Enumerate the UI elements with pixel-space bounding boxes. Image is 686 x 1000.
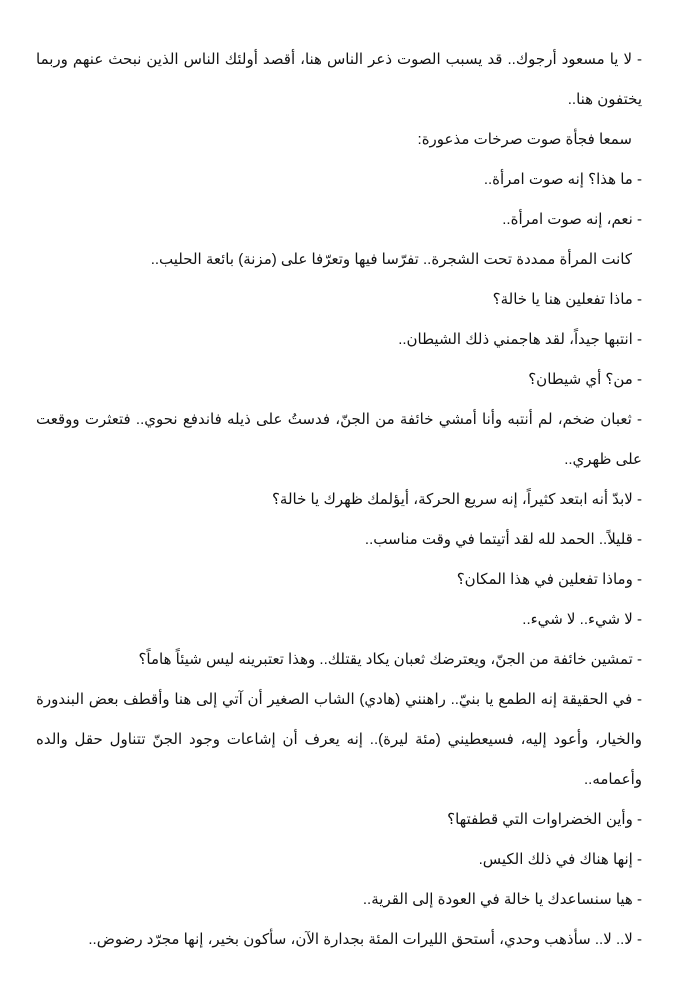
- paragraph: - نعم، إنه صوت امرأة..: [502, 211, 642, 228]
- paragraph: - لا شيء.. لا شيء..: [522, 611, 642, 628]
- paragraph: سمعا فجأة صوت صرخات مذعورة:: [417, 131, 632, 148]
- paragraph: - لابدّ أنه ابتعد كثيراً، إنه سريع الحركة، أيؤلمك ظهرك يا خالة؟: [271, 491, 642, 508]
- paragraph: - في الحقيقة إنه الطمع يا بنيّ.. راهنني (هادي) الشاب الصغير أن آتي إلى هنا وأقطف بعض البندورة والخيار، وأعود إليه، فسيعطيني (مئة ليرة).. إنه يعرف أن إشاعات وجود الجنّ تتناول حقل والده وأعمامه..: [36, 691, 642, 788]
- paragraph: - ثعبان ضخم، لم أنتبه وأنا أمشي خائفة من الجنّ، فدستُ على ذيله فاندفع نحوي.. فتعثرت ووقعت على ظهري..: [36, 411, 642, 468]
- paragraph: - ما هذا؟ إنه صوت امرأة..: [483, 171, 642, 188]
- paragraph: - من؟ أي شيطان؟: [528, 371, 642, 388]
- paragraph: - ماذا تفعلين هنا يا خالة؟: [492, 291, 642, 308]
- paragraph: - قليلاً.. الحمد لله لقد أتيتما في وقت مناسب..: [364, 531, 642, 548]
- paragraph: - لا يا مسعود أرجوك.. قد يسبب الصوت ذعر الناس هنا، أقصد أولئك الناس الذين نبحث عنهم وربما يختفون هنا..: [36, 51, 642, 108]
- paragraph: - انتبها جيداً، لقد هاجمني ذلك الشيطان..: [398, 331, 642, 348]
- paragraph: كانت المرأة ممددة تحت الشجرة.. تفرّسا فيها وتعرّفا على (مزنة) بائعة الحليب..: [150, 251, 632, 268]
- document-body: [36, 40, 650, 960]
- paragraph: - وماذا تفعلين في هذا المكان؟: [456, 571, 642, 588]
- paragraph: - إنها هناك في ذلك الكيس.: [478, 851, 642, 868]
- paragraph: - وأين الخضراوات التي قطفتها؟: [447, 811, 642, 828]
- paragraph: - هيا سنساعدك يا خالة في العودة إلى القرية..: [362, 891, 642, 908]
- paragraph: - لا.. لا.. سأذهب وحدي، أستحق الليرات المئة بجدارة الآن، سأكون بخير، إنها مجرّد رضوض..: [88, 931, 642, 948]
- paragraph: - تمشين خائفة من الجنّ، ويعترضك ثعبان يكاد يقتلك.. وهذا تعتبرينه ليس شيئاً هاماً؟: [138, 651, 642, 668]
